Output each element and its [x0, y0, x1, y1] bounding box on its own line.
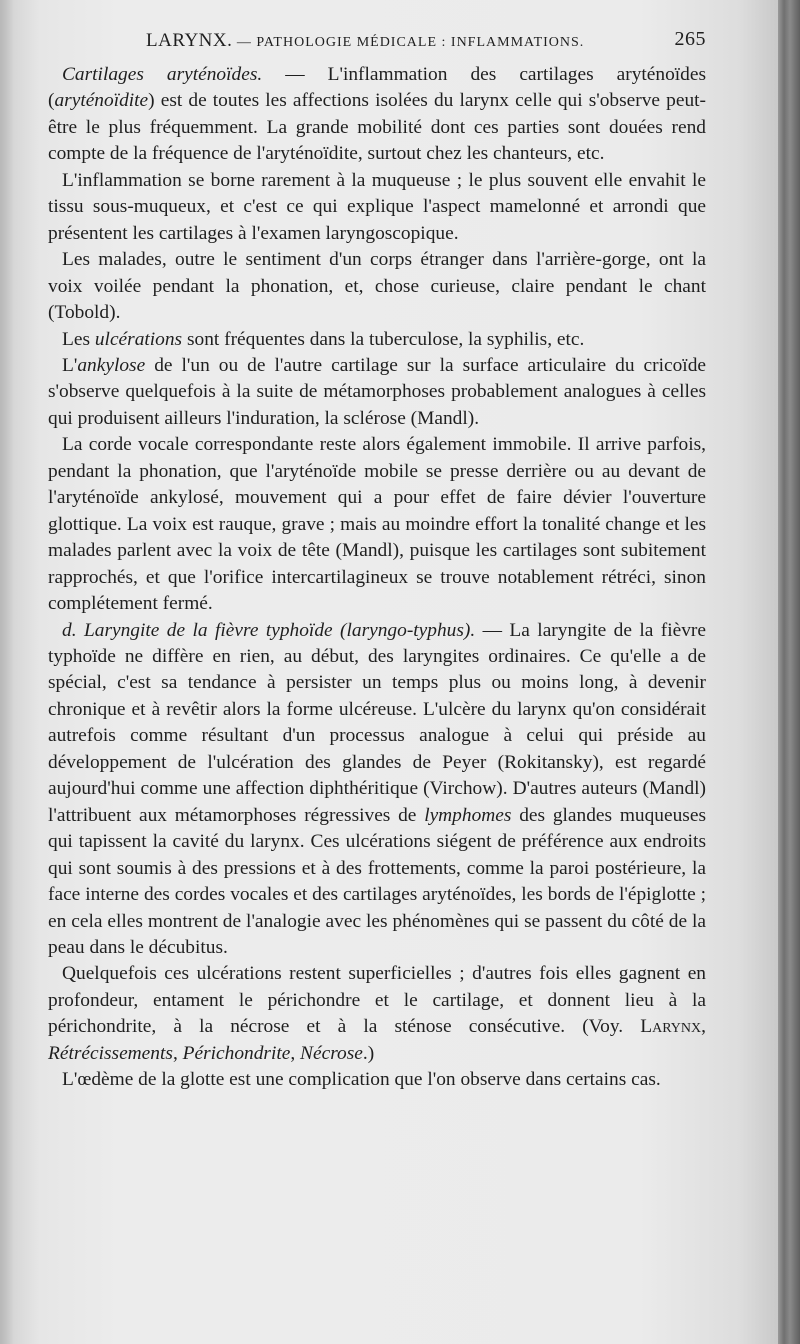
term-perichondrite: Périchondrite [182, 1042, 291, 1064]
heading-typhoid-laryngitis: d. Laryngite de la fièvre typhoïde (laryngo-typhus). [62, 619, 476, 641]
text-span: Quelquefois ces ulcérations restent superficielles ; d'autres fois elles gagnent en profondeur, entament le périchondre et le cartilage, et donnent lieu à la périchondrite, à la nécrose et à la sténose consécutive. (Voy. [48, 963, 706, 1038]
paragraph-complications [48, 961, 706, 1067]
paragraph-oedema: L'œdème de la glotte est une complication que l'on observe dans certains cas. [62, 1069, 661, 1091]
text-span: ) est de toutes les affections isolées du larynx celle qui s'observe peut-être le plus fréquemment. La grande mobilité dont ces parties sont douées rend compte de la fréquence de l'aryténoïdite, surtout chez les chanteurs, etc. [48, 90, 706, 165]
heading-arytenoid: Cartilages aryténoïdes. [62, 64, 263, 85]
text-span: , [172, 1042, 183, 1064]
section-subtitle: — PATHOLOGIE MÉDICALE : INFLAMMATIONS. [232, 35, 585, 50]
term-lymphomes: lymphomes [424, 804, 512, 826]
section-title: LARYNX. [146, 30, 233, 51]
term-retrecissements: Rétrécissements [48, 1042, 173, 1064]
page-header [62, 26, 708, 56]
paragraph-ulcerations [48, 327, 706, 353]
text-span: , [701, 1016, 706, 1038]
term-necrose: Nécrose [300, 1042, 363, 1064]
page-edge-shadow [0, 0, 14, 1344]
term-ulcerations: ulcérations [94, 328, 183, 350]
paragraph-symptoms: Les malades, outre le sentiment d'un corps étranger dans l'arrière-gorge, ont la voix voilée pendant la phonation, et, chose curieuse, claire pendant le chant (Tobold). [48, 249, 706, 324]
cross-reference-larynx: Larynx [640, 1016, 702, 1038]
body-text [48, 62, 706, 1094]
paragraph-vocal-cord: La corde vocale correspondante reste alors également immobile. Il arrive parfois, pendant la phonation, que l'aryténoïde mobile se presse derrière ou au devant de l'aryténoïde ankylosé, mouvement qui a pour effet de faire dévier l'ouverture glottique. La voix est rauque, grave ; mais au moindre effort la tonalité change et les malades parlent avec la voix de tête (Mandl), puisque les cartilages sont subitement rapprochés, et que l'orifice intercartilagineux se trouve notablement rétréci, sinon complétement fermé. [48, 434, 706, 615]
text-span: L' [62, 354, 78, 376]
text-span: des glandes muqueuses qui tapissent la cavité du larynx. Ces ulcérations siégent de préférence aux endroits qui sont soumis à des pressions et à des frottements, comme la paroi postérieure, la face interne des cordes vocales et des cartilages aryténoïdes, les bords de l'épiglotte ; en cela elles montrent de l'analogie avec les phénomènes qui se passent du côté de la peau dans le décubitus. [48, 804, 706, 958]
text-span: — L'inflammation des cartilages aryténoïdes ( [48, 64, 707, 112]
paragraph-typhoid-laryngitis [48, 618, 706, 962]
paragraph-arytenoid [48, 62, 706, 168]
paragraph-ankylose [48, 353, 706, 432]
text-span: — La laryngite de la fièvre typhoïde ne diffère en rien, au début, des laryngites ordinaires. Ce qu'elle a de spécial, c'est sa tendance à persister un temps plus ou moins long, à devenir chronique et à revêtir alors la forme ulcéreuse. L'ulcère du larynx qu'on considérait autrefois comme résultant d'un processus analogue à celui qui préside au développement de l'ulcération des glandes de Peyer (Rokitansky), est regardé aujourd'hui comme une affection diphthéritique (Virchow). D'autres auteurs (Mandl) l'attribuent aux métamorphoses régressives de [48, 619, 706, 826]
text-span: sont fréquentes dans la tuberculose, la syphilis, etc. [182, 328, 585, 350]
term-ankylose: ankylose [77, 354, 146, 376]
term-arytenoidite: aryténoïdite [54, 90, 149, 112]
book-spine [778, 0, 800, 1344]
text-span: , [290, 1042, 301, 1064]
running-head [146, 30, 584, 52]
text-span: de l'un ou de l'autre cartilage sur la surface articulaire du cricoïde s'observe quelquefois à la suite de métamorphoses probablement analogues à celles qui produisent ailleurs l'induration, la sclérose (Mandl). [48, 354, 706, 429]
text-span: .) [362, 1042, 375, 1064]
paragraph-inflammation: L'inflammation se borne rarement à la muqueuse ; le plus souvent elle envahit le tissu sous-muqueux, et c'est ce qui explique l'aspect mamelonné et arrondi que présentent les cartilages à l'examen laryngoscopique. [48, 169, 706, 244]
page-number: 265 [674, 28, 706, 50]
text-span: Les [62, 328, 95, 350]
